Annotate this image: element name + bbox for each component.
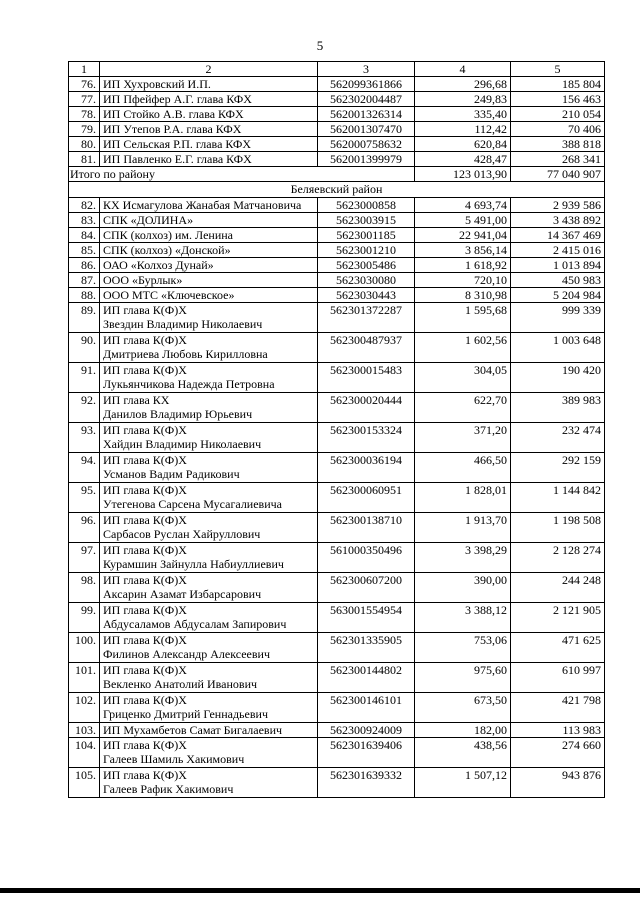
row-inn: 562001326314 — [318, 107, 415, 122]
table-row — [69, 288, 605, 303]
row-value-4: 720,10 — [415, 273, 511, 288]
header-col-5: 5 — [511, 62, 605, 77]
row-value-4: 1 618,92 — [415, 258, 511, 273]
row-value-4: 8 310,98 — [415, 288, 511, 303]
district-heading-row — [69, 182, 605, 198]
row-value-5: 1 003 648 — [511, 333, 605, 363]
table-row — [69, 107, 605, 122]
row-inn: 562300153324 — [318, 423, 415, 453]
row-number: 100. — [69, 633, 100, 663]
row-value-4: 182,00 — [415, 723, 511, 738]
row-number: 94. — [69, 453, 100, 483]
row-number: 87. — [69, 273, 100, 288]
table-row — [69, 92, 605, 107]
row-inn: 562301639332 — [318, 768, 415, 798]
row-name — [100, 198, 318, 213]
row-name-line: ИП глава К(Ф)Х — [103, 633, 187, 647]
row-inn: 562001307470 — [318, 122, 415, 137]
row-value-5: 232 474 — [511, 423, 605, 453]
row-number: 90. — [69, 333, 100, 363]
row-inn: 5623003915 — [318, 213, 415, 228]
table-row — [69, 228, 605, 243]
row-value-4: 296,68 — [415, 77, 511, 92]
table-row — [69, 453, 605, 483]
row-value-4: 428,47 — [415, 152, 511, 167]
row-inn: 562300060951 — [318, 483, 415, 513]
row-number: 104. — [69, 738, 100, 768]
row-name-line: ИП глава К(Ф)Х — [103, 603, 187, 617]
row-name — [100, 663, 318, 693]
table-row — [69, 213, 605, 228]
row-value-5: 268 341 — [511, 152, 605, 167]
row-name-line: ИП Хухровский И.П. — [103, 77, 211, 91]
row-value-4: 22 941,04 — [415, 228, 511, 243]
row-value-5: 190 420 — [511, 363, 605, 393]
row-name-line: Филинов Александр Алексеевич — [103, 647, 270, 661]
row-name-line: СПК (колхоз) «Донской» — [103, 243, 231, 257]
row-number: 81. — [69, 152, 100, 167]
row-name — [100, 333, 318, 363]
row-name-line: ИП Стойко А.В. глава КФХ — [103, 107, 244, 121]
row-value-5: 389 983 — [511, 393, 605, 423]
row-number: 97. — [69, 543, 100, 573]
row-value-4: 622,70 — [415, 393, 511, 423]
table-row — [69, 258, 605, 273]
row-name-line: ООО МТС «Ключевское» — [103, 288, 235, 302]
row-name-line: ИП глава К(Ф)Х — [103, 423, 187, 437]
row-name — [100, 768, 318, 798]
row-value-4: 1 507,12 — [415, 768, 511, 798]
row-name-line: ИП Пфейфер А.Г. глава КФХ — [103, 92, 252, 106]
row-name-line: ИП глава КХ — [103, 393, 170, 407]
row-value-4: 753,06 — [415, 633, 511, 663]
row-inn: 562001399979 — [318, 152, 415, 167]
row-name-line: ИП Утепов Р.А. глава КФХ — [103, 122, 242, 136]
table-row — [69, 513, 605, 543]
row-inn: 5623005486 — [318, 258, 415, 273]
row-name-line: Дмитриева Любовь Кирилловна — [103, 347, 268, 361]
row-name-line: ИП глава К(Ф)Х — [103, 363, 187, 377]
row-value-5: 274 660 — [511, 738, 605, 768]
row-name — [100, 693, 318, 723]
row-name — [100, 603, 318, 633]
row-name-line: СПК (колхоз) им. Ленина — [103, 228, 233, 242]
row-value-5: 610 997 — [511, 663, 605, 693]
header-col-4: 4 — [415, 62, 511, 77]
row-value-5: 943 876 — [511, 768, 605, 798]
table-row — [69, 273, 605, 288]
row-number: 79. — [69, 122, 100, 137]
row-name-line: ИП Мухамбетов Самат Бигалаевич — [103, 723, 283, 737]
row-name-line: Галеев Шамиль Хакимович — [103, 752, 245, 766]
row-value-4: 1 828,01 — [415, 483, 511, 513]
row-number: 102. — [69, 693, 100, 723]
table-row — [69, 303, 605, 333]
total-value-5: 77 040 907 — [511, 167, 605, 182]
page-number: 5 — [316, 38, 324, 53]
row-number: 95. — [69, 483, 100, 513]
row-value-5: 70 406 — [511, 122, 605, 137]
row-number: 82. — [69, 198, 100, 213]
row-name-line: ООО «Бурлык» — [103, 273, 183, 287]
row-name — [100, 107, 318, 122]
row-value-5: 14 367 469 — [511, 228, 605, 243]
row-name-line: Хайдин Владимир Николаевич — [103, 437, 262, 451]
row-name-line: СПК «ДОЛИНА» — [103, 213, 194, 227]
total-label: Итого по району — [69, 167, 415, 182]
row-name-line: Галеев Рафик Хакимович — [103, 782, 234, 796]
row-name — [100, 77, 318, 92]
row-value-5: 185 804 — [511, 77, 605, 92]
header-row — [69, 62, 605, 77]
row-name-line: Векленко Анатолий Иванович — [103, 677, 258, 691]
row-value-4: 620,84 — [415, 137, 511, 152]
row-value-4: 249,83 — [415, 92, 511, 107]
row-name-line: ИП глава К(Ф)Х — [103, 453, 187, 467]
row-number: 76. — [69, 77, 100, 92]
row-name — [100, 723, 318, 738]
row-number: 93. — [69, 423, 100, 453]
row-name-line: ИП Сельская Р.П. глава КФХ — [103, 137, 252, 151]
row-name-line: ОАО «Колхоз Дунай» — [103, 258, 214, 272]
row-name-line: Данилов Владимир Юрьевич — [103, 407, 253, 421]
table-row — [69, 693, 605, 723]
row-inn: 562300144802 — [318, 663, 415, 693]
row-name — [100, 152, 318, 167]
row-value-5: 471 625 — [511, 633, 605, 663]
row-inn: 562300015483 — [318, 363, 415, 393]
row-name-line: Гриценко Дмитрий Геннадьевич — [103, 707, 268, 721]
row-name-line: ИП Павленко Е.Г. глава КФХ — [103, 152, 252, 166]
row-name-line: ИП глава К(Ф)Х — [103, 483, 187, 497]
row-value-5: 999 339 — [511, 303, 605, 333]
row-inn: 562300607200 — [318, 573, 415, 603]
total-row — [69, 167, 605, 182]
total-value-4: 123 013,90 — [415, 167, 511, 182]
row-name — [100, 363, 318, 393]
row-name-line: ИП глава К(Ф)Х — [103, 573, 187, 587]
row-name — [100, 228, 318, 243]
row-name — [100, 213, 318, 228]
row-value-4: 304,05 — [415, 363, 511, 393]
row-name-line: ИП глава К(Ф)Х — [103, 513, 187, 527]
table-row — [69, 423, 605, 453]
row-name — [100, 738, 318, 768]
row-value-5: 113 983 — [511, 723, 605, 738]
row-number: 99. — [69, 603, 100, 633]
table-row — [69, 483, 605, 513]
row-inn: 562000758632 — [318, 137, 415, 152]
row-name-line: ИП глава К(Ф)Х — [103, 663, 187, 677]
row-name-line: Сарбасов Руслан Хайруллович — [103, 527, 261, 541]
row-name — [100, 243, 318, 258]
row-value-5: 5 204 984 — [511, 288, 605, 303]
row-number: 98. — [69, 573, 100, 603]
row-name — [100, 633, 318, 663]
row-value-5: 1 144 842 — [511, 483, 605, 513]
row-number: 91. — [69, 363, 100, 393]
table-row — [69, 723, 605, 738]
row-inn: 562300487937 — [318, 333, 415, 363]
row-value-4: 4 693,74 — [415, 198, 511, 213]
row-value-5: 1 013 894 — [511, 258, 605, 273]
row-value-5: 1 198 508 — [511, 513, 605, 543]
row-inn: 563001554954 — [318, 603, 415, 633]
row-number: 84. — [69, 228, 100, 243]
table-row — [69, 243, 605, 258]
row-value-4: 5 491,00 — [415, 213, 511, 228]
subsidy-table — [68, 61, 605, 798]
row-inn: 5623030443 — [318, 288, 415, 303]
row-value-5: 2 415 016 — [511, 243, 605, 258]
row-value-4: 335,40 — [415, 107, 511, 122]
row-inn: 5623000858 — [318, 198, 415, 213]
row-number: 101. — [69, 663, 100, 693]
row-value-5: 2 121 905 — [511, 603, 605, 633]
row-value-4: 3 398,29 — [415, 543, 511, 573]
row-name — [100, 288, 318, 303]
table-body — [69, 62, 605, 798]
row-name — [100, 483, 318, 513]
row-name — [100, 543, 318, 573]
table-row — [69, 738, 605, 768]
row-name-line: ИП глава К(Ф)Х — [103, 333, 187, 347]
table-row — [69, 603, 605, 633]
row-value-5: 450 983 — [511, 273, 605, 288]
row-name — [100, 92, 318, 107]
row-value-5: 2 128 274 — [511, 543, 605, 573]
table-row — [69, 768, 605, 798]
table-row — [69, 393, 605, 423]
row-inn: 562301372287 — [318, 303, 415, 333]
row-name-line: ИП глава К(Ф)Х — [103, 543, 187, 557]
row-number: 88. — [69, 288, 100, 303]
row-value-4: 1 602,56 — [415, 333, 511, 363]
row-name-line: Аксарин Азамат Избарсарович — [103, 587, 262, 601]
row-value-4: 975,60 — [415, 663, 511, 693]
table-row — [69, 543, 605, 573]
header-col-1: 1 — [69, 62, 100, 77]
row-number: 80. — [69, 137, 100, 152]
row-name-line: КХ Исмагулова Жанабая Матчановича — [103, 198, 302, 212]
row-value-4: 390,00 — [415, 573, 511, 603]
table-row — [69, 77, 605, 92]
table-row — [69, 137, 605, 152]
table-row — [69, 663, 605, 693]
row-name — [100, 303, 318, 333]
row-value-5: 388 818 — [511, 137, 605, 152]
bottom-edge-bar — [0, 888, 640, 893]
row-name-line: Усманов Вадим Радикович — [103, 467, 240, 481]
row-inn: 562300924009 — [318, 723, 415, 738]
row-inn: 562301335905 — [318, 633, 415, 663]
row-name-line: Абдусаламов Абдусалам Запирович — [103, 617, 287, 631]
table-row — [69, 363, 605, 393]
row-value-5: 210 054 — [511, 107, 605, 122]
table-row — [69, 122, 605, 137]
row-inn: 562300020444 — [318, 393, 415, 423]
district-heading: Беляевский район — [69, 182, 605, 198]
row-inn: 562300138710 — [318, 513, 415, 543]
row-inn: 562301639406 — [318, 738, 415, 768]
row-name — [100, 423, 318, 453]
row-value-4: 371,20 — [415, 423, 511, 453]
row-inn: 562302004487 — [318, 92, 415, 107]
row-number: 103. — [69, 723, 100, 738]
row-name-line: Курамшин Зайнулла Набиуллиевич — [103, 557, 284, 571]
row-name-line: ИП глава К(Ф)Х — [103, 693, 187, 707]
row-number: 83. — [69, 213, 100, 228]
row-value-4: 112,42 — [415, 122, 511, 137]
row-name — [100, 258, 318, 273]
row-name-line: Лукьянчикова Надежда Петровна — [103, 377, 275, 391]
row-value-4: 3 388,12 — [415, 603, 511, 633]
row-name — [100, 137, 318, 152]
table-row — [69, 573, 605, 603]
row-inn: 562300036194 — [318, 453, 415, 483]
table-row — [69, 152, 605, 167]
row-name — [100, 273, 318, 288]
row-number: 77. — [69, 92, 100, 107]
row-value-5: 421 798 — [511, 693, 605, 723]
table-row — [69, 198, 605, 213]
row-inn: 5623001185 — [318, 228, 415, 243]
row-inn: 561000350496 — [318, 543, 415, 573]
row-value-5: 2 939 586 — [511, 198, 605, 213]
row-number: 89. — [69, 303, 100, 333]
row-value-5: 292 159 — [511, 453, 605, 483]
row-name — [100, 453, 318, 483]
table-row — [69, 333, 605, 363]
row-number: 96. — [69, 513, 100, 543]
row-value-4: 1 913,70 — [415, 513, 511, 543]
row-value-4: 673,50 — [415, 693, 511, 723]
row-value-5: 244 248 — [511, 573, 605, 603]
row-value-4: 1 595,68 — [415, 303, 511, 333]
row-value-4: 438,56 — [415, 738, 511, 768]
row-name-line: ИП глава К(Ф)Х — [103, 768, 187, 782]
row-value-4: 466,50 — [415, 453, 511, 483]
row-name — [100, 573, 318, 603]
row-number: 78. — [69, 107, 100, 122]
row-name-line: ИП глава К(Ф)Х — [103, 738, 187, 752]
row-name-line: Звездин Владимир Николаевич — [103, 317, 263, 331]
table-row — [69, 633, 605, 663]
row-name-line: Утегенова Сарсена Мусагалиевича — [103, 497, 282, 511]
row-number: 92. — [69, 393, 100, 423]
row-value-4: 3 856,14 — [415, 243, 511, 258]
row-name — [100, 122, 318, 137]
row-name — [100, 513, 318, 543]
row-number: 105. — [69, 768, 100, 798]
row-name — [100, 393, 318, 423]
row-inn: 562300146101 — [318, 693, 415, 723]
row-value-5: 3 438 892 — [511, 213, 605, 228]
row-name-line: ИП глава К(Ф)Х — [103, 303, 187, 317]
row-number: 86. — [69, 258, 100, 273]
header-col-2: 2 — [100, 62, 318, 77]
row-number: 85. — [69, 243, 100, 258]
row-value-5: 156 463 — [511, 92, 605, 107]
row-inn: 562099361866 — [318, 77, 415, 92]
header-col-3: 3 — [318, 62, 415, 77]
row-inn: 5623001210 — [318, 243, 415, 258]
row-inn: 5623030080 — [318, 273, 415, 288]
